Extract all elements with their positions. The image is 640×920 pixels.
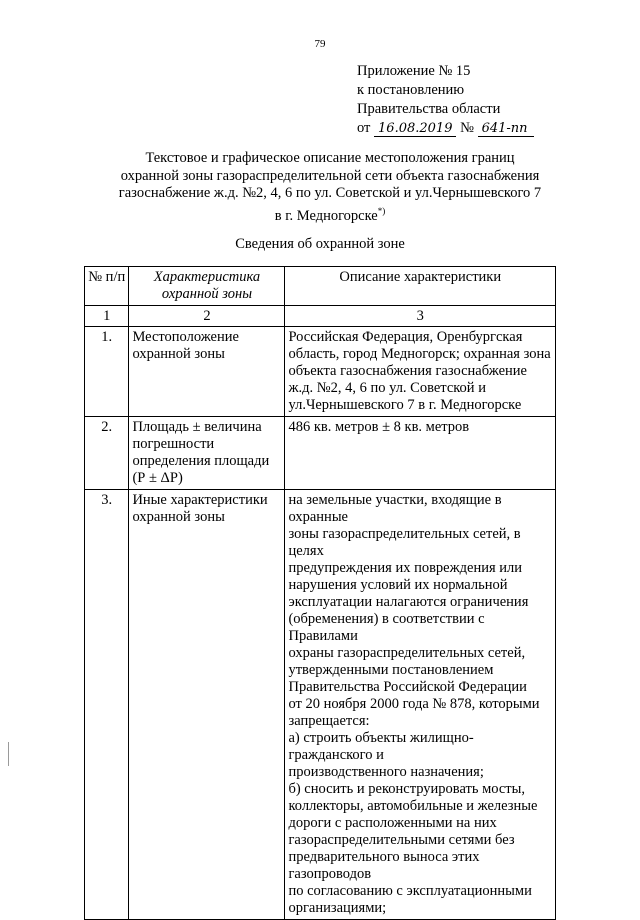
table-row <box>85 417 556 490</box>
description-line: предупреждения их повреждения или <box>288 560 523 576</box>
title-line-4: в г. Медногорске <box>274 207 378 224</box>
appendix-header <box>357 62 534 138</box>
scan-margin-mark <box>8 742 9 766</box>
row-number: 3. <box>85 490 129 920</box>
title-line-1: Текстовое и графическое описание местоположения границ <box>145 150 515 166</box>
number-label: № <box>460 120 474 136</box>
column-number-2: 2 <box>129 306 285 327</box>
header-number: № п/п <box>85 267 129 306</box>
row-description-lines <box>285 490 556 920</box>
description-line: от 20 ноября 2000 года № 878, которыми <box>288 696 540 712</box>
description-line: а) строить объекты жилищно-гражданского и <box>288 730 474 763</box>
handwritten-number: 641-пп <box>478 122 534 137</box>
document-title <box>95 150 565 225</box>
description-line: Правительства Российской Федерации <box>288 679 527 695</box>
description-line: эксплуатации налагаются ограничения <box>288 594 529 610</box>
title-line-2: охранной зоны газораспределительной сети объекта газоснабжения <box>120 167 540 184</box>
header-description: Описание характеристики <box>285 267 556 306</box>
row-number: 1. <box>85 327 129 417</box>
description-line: предварительного выноса этих газопроводов <box>288 849 480 882</box>
row-number: 2. <box>85 417 129 490</box>
title-line-4-wrap <box>95 203 565 225</box>
table-header-row <box>85 267 556 306</box>
description-line: дороги с расположенными на них <box>288 815 497 831</box>
page-number: 79 <box>314 38 326 50</box>
appendix-to-resolution: к постановлению <box>357 82 465 98</box>
description-line: зоны газораспределительных сетей, в целях <box>288 526 521 559</box>
protection-zone-table <box>84 266 556 920</box>
appendix-title: Приложение № 15 <box>357 63 471 79</box>
appendix-date-line <box>357 119 534 138</box>
description-line: коллекторы, автомобильные и железные <box>288 798 538 814</box>
description-line: по согласованию с эксплуатационными <box>288 883 532 899</box>
handwritten-date: 16.08.2019 <box>374 122 456 137</box>
table-row <box>85 490 556 920</box>
description-line: нарушения условий их нормальной <box>288 577 508 593</box>
title-line-3: газоснабжение ж.д. №2, 4, 6 по ул. Советской и ул.Чернышевского 7 <box>118 185 542 201</box>
row-characteristic: Площадь ± величина погрешности определения площади (Р ± ΔР) <box>129 417 285 490</box>
description-line: газораспределительными сетями без <box>288 832 515 848</box>
description-line: б) сносить и реконструировать мосты, <box>288 781 525 797</box>
description-line: запрещается: <box>288 713 370 729</box>
row-characteristic: Местоположение охранной зоны <box>129 327 285 417</box>
appendix-government: Правительства области <box>357 101 501 117</box>
row-characteristic: Иные характеристики охранной зоны <box>129 490 285 920</box>
description-line: на земельные участки, входящие в охранные <box>288 492 502 525</box>
description-line: охраны газораспределительных сетей, <box>288 645 526 661</box>
description-line: утвержденными постановлением <box>288 662 494 678</box>
section-subtitle: Сведения об охранной зоне <box>235 236 405 252</box>
column-number-3: 3 <box>285 306 556 327</box>
description-line: (обременения) в соответствии с Правилами <box>288 611 485 644</box>
description-line: производственного назначения; <box>288 764 484 780</box>
column-number-1: 1 <box>85 306 129 327</box>
row-description: Российская Федерация, Оренбургская область, город Медногорск; охранная зона объекта газоснабжения газоснабжение ж.д. №2, 4, 6 по ул. Советской и ул.Чернышевского 7 в г. Медногорске <box>285 327 556 417</box>
column-number-row <box>85 306 556 327</box>
header-characteristic: Характеристика охранной зоны <box>129 267 285 306</box>
footnote-mark: *) <box>377 205 386 216</box>
description-line: организациями; <box>288 900 387 916</box>
from-label: от <box>357 120 371 136</box>
row-description: 486 кв. метров ± 8 кв. метров <box>285 417 556 490</box>
table-row <box>85 327 556 417</box>
